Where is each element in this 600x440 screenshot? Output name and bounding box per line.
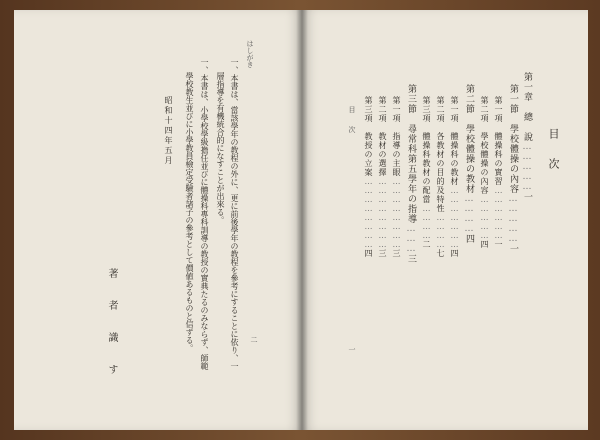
toc-page: 三 [378,249,387,258]
right-page-contents [302,10,588,430]
preface-line-1: 一、本書は、當該學年の教程の外に、更に前後學年の教程を參考にすることに依り、一 [230,58,239,370]
preface-line-4: 學校教生並びに小學教員檢定受驗者諸子の參考として價値あるものと信ずる。 [185,72,194,352]
toc-entry: 第三項 體操科教材の配當…………二 [422,96,431,249]
toc-label: 第一節 學校體操の內容 [508,84,518,194]
toc-page: 三 [392,249,401,258]
contents-page-number: 一 [348,346,356,353]
toc-label: 第三節 尋常科第五學年の指導 [406,84,416,224]
toc-label: 第一項 指導の主眼 [392,96,401,177]
toc-label: 第三項 教授の立案 [364,96,373,177]
toc-label: 第一項 體操科の實習 [494,96,503,186]
toc-label: 第一章 總 說 [522,72,532,142]
toc-entry: 第一項 指導の主眼……………………三 [392,96,401,258]
toc-page: 四 [480,240,489,249]
toc-page: 四 [364,249,373,258]
toc-page: 四 [464,234,474,244]
toc-page: 四 [450,249,459,258]
contents-footer-mark: 目 次 [348,106,356,136]
toc-entry: 第一節 學校體操の內容……………一 [508,84,518,254]
toc-label: 第二項 教材の選擇 [378,96,387,177]
toc-entry: 第二節 學校體操の教材…………四 [464,84,474,244]
running-header: はしがき [246,40,254,68]
preface-line-2: 層指導を有機統合的になすことが出來る。 [216,72,225,224]
toc-entry: 第三項 教授の立案……………………四 [364,96,373,258]
toc-page: 二 [422,240,431,249]
toc-label: 第二節 學校體操の教材 [464,84,474,194]
preface-author: 著 者 識 す [106,268,117,380]
preface-date: 昭和十四年五月 [164,96,173,166]
toc-label: 第二項 學校體操の內容 [480,96,489,195]
toc-page: 三 [406,254,416,264]
toc-page: 一 [522,192,532,202]
toc-label: 第三項 體操科教材の配當 [422,96,431,204]
toc-entry: 第二項 教材の選擇……………………三 [378,96,387,258]
book-gutter [296,10,308,430]
toc-entry: 第三節 尋常科第五學年の指導………三 [406,84,416,264]
toc-page: 一 [508,244,518,254]
toc-entry: 第一項 體操科の實習………………一 [494,96,503,249]
contents-title: 目 次 [547,128,560,173]
toc-entry: 第二項 各教材の目的及特性…………七 [436,96,445,258]
toc-page: 一 [494,240,503,249]
toc-label: 第二項 各教材の目的及特性 [436,96,445,213]
page-number: 二 [250,336,258,343]
toc-label: 第一項 體操科の教材 [450,96,459,186]
left-page-preface [14,10,302,430]
toc-entry: 第二項 學校體操の內容……………四 [480,96,489,249]
toc-entry: 第一章 總 說……………一 [522,72,532,202]
toc-page: 七 [436,249,445,258]
preface-line-3: 一、本書は、小學校學級擔任並びに體操科專科訓導の教授の實典たるのみならず、師範 [200,58,209,370]
toc-entry: 第一項 體操科の教材…………………四 [450,96,459,258]
